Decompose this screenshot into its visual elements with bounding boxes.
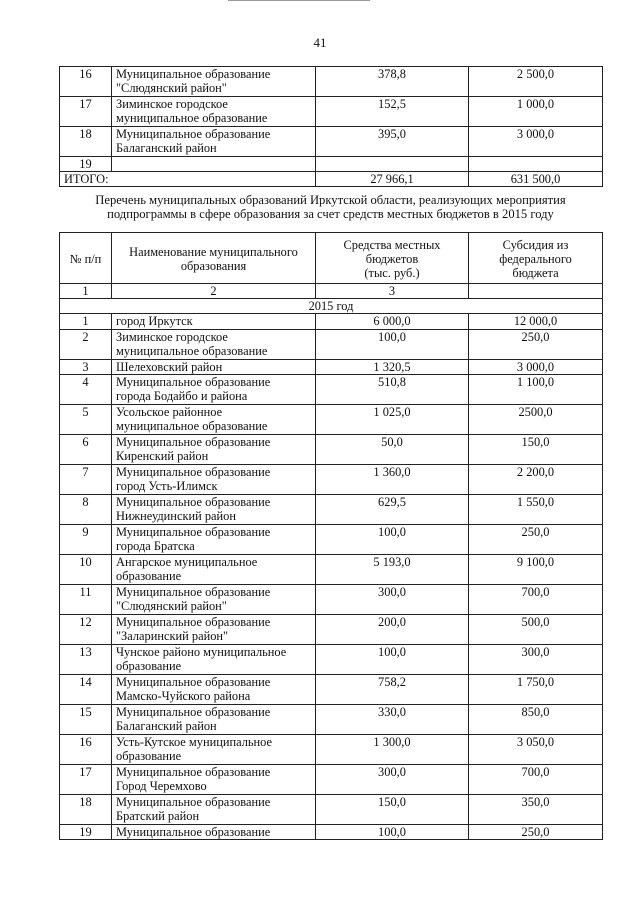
header-row	[60, 233, 603, 284]
header-subsidy-line: бюджета	[512, 266, 559, 281]
org-name-line: Муниципальное образование	[116, 704, 271, 719]
table-row	[60, 674, 603, 704]
org-name-line: Зиминское городское	[116, 329, 228, 344]
total-row	[60, 172, 603, 187]
total-label: ИТОГО:	[60, 172, 316, 187]
org-name-line: Муниципальное образование	[116, 524, 271, 539]
table-row	[60, 67, 603, 97]
org-name-line: Муниципальное образование	[116, 494, 271, 509]
org-name-line: города Бодайбо и района	[116, 389, 248, 404]
org-name-cell	[112, 734, 316, 764]
header-local	[316, 233, 469, 284]
table-row	[60, 359, 603, 374]
header-subsidy-line: федерального	[499, 251, 572, 266]
local-budget-value: 152,5	[316, 97, 469, 127]
row-number: 11	[60, 584, 112, 614]
org-name-line: "Слюдянский район"	[116, 599, 227, 614]
subsidy-value: 500,0	[469, 614, 603, 644]
org-name-line: Братский район	[116, 809, 200, 824]
org-name-line: Муниципальное образование	[116, 374, 271, 389]
table-row	[60, 554, 603, 584]
table-row	[60, 644, 603, 674]
org-name-line: образование	[116, 569, 182, 584]
org-name-line: Муниципальное образование	[116, 67, 271, 81]
org-name-line: Муниципальное образование	[116, 824, 271, 839]
table-row	[60, 524, 603, 554]
table-row	[60, 157, 603, 172]
row-number: 17	[60, 97, 112, 127]
subsidy-value: 9 100,0	[469, 554, 603, 584]
subsidy-value: 300,0	[469, 644, 603, 674]
org-name-line: Муниципальное образование	[116, 434, 271, 449]
index-cell: 3	[316, 284, 469, 299]
row-number: 5	[60, 404, 112, 434]
top-rule	[228, 0, 370, 1]
org-name-line: Ангарское муниципальное	[116, 554, 258, 569]
subsidy-value: 3 000,0	[469, 127, 603, 157]
table-row	[60, 494, 603, 524]
header-n: № п/п	[60, 233, 112, 284]
row-number: 18	[60, 794, 112, 824]
org-name-line: Киренский район	[116, 449, 209, 464]
row-number: 10	[60, 554, 112, 584]
row-number: 16	[60, 734, 112, 764]
org-name-cell	[112, 524, 316, 554]
row-number: 7	[60, 464, 112, 494]
subsidy-value	[469, 157, 603, 172]
header-local-line: бюджетов	[365, 251, 419, 266]
org-name-line: Город Черемхово	[116, 779, 207, 794]
local-budget-value	[316, 157, 469, 172]
org-name-line: Чунское районо муниципальное	[116, 644, 287, 659]
row-number: 17	[60, 764, 112, 794]
table-row	[60, 704, 603, 734]
row-number: 18	[60, 127, 112, 157]
table-row	[60, 434, 603, 464]
org-name-cell	[112, 824, 316, 839]
index-row	[60, 284, 603, 299]
subsidy-value: 1 750,0	[469, 674, 603, 704]
row-number: 6	[60, 434, 112, 464]
subsidy-value: 1 000,0	[469, 97, 603, 127]
subsidy-value: 2500,0	[469, 404, 603, 434]
org-name-line: Балаганский район	[116, 719, 217, 734]
index-cell	[469, 284, 603, 299]
subsidy-value: 350,0	[469, 794, 603, 824]
table-row	[60, 794, 603, 824]
org-name-line: образование	[116, 749, 182, 764]
row-number: 2	[60, 329, 112, 359]
subsidy-value: 250,0	[469, 524, 603, 554]
total-subsidy: 631 500,0	[469, 172, 603, 187]
org-name-cell	[112, 554, 316, 584]
table-row	[60, 314, 603, 329]
table-row	[60, 464, 603, 494]
local-budget-value: 510,8	[316, 374, 469, 404]
org-name-cell	[112, 464, 316, 494]
table-row	[60, 404, 603, 434]
local-budget-value: 629,5	[316, 494, 469, 524]
table-row	[60, 824, 603, 839]
subsidy-value: 700,0	[469, 764, 603, 794]
org-name-cell	[112, 674, 316, 704]
row-number: 13	[60, 644, 112, 674]
org-name-line: муниципальное образование	[116, 419, 268, 434]
page-number: 41	[313, 35, 327, 50]
org-name-line: Муниципальное образование	[116, 674, 271, 689]
header-name	[112, 233, 316, 284]
local-budget-value: 150,0	[316, 794, 469, 824]
subsidy-value: 850,0	[469, 704, 603, 734]
row-number: 12	[60, 614, 112, 644]
org-name-cell	[112, 157, 316, 172]
row-number: 1	[60, 314, 112, 329]
table-row	[60, 614, 603, 644]
index-cell: 1	[60, 284, 112, 299]
row-number: 19	[60, 824, 112, 839]
org-name-line: Муниципальное образование	[116, 794, 271, 809]
total-local: 27 966,1	[316, 172, 469, 187]
local-budget-value: 5 193,0	[316, 554, 469, 584]
org-name-cell	[112, 764, 316, 794]
local-budget-value: 300,0	[316, 764, 469, 794]
org-name-line: Мамско-Чуйского района	[116, 689, 251, 704]
local-budget-value: 758,2	[316, 674, 469, 704]
subsidy-value: 250,0	[469, 824, 603, 839]
org-name-cell	[112, 127, 316, 157]
subsidy-value: 2 500,0	[469, 67, 603, 97]
local-budget-value: 6 000,0	[316, 314, 469, 329]
org-name-cell	[112, 644, 316, 674]
heading-line: подпрограммы в сфере образования за счет средств местных бюджетов в 2015 году	[107, 207, 554, 221]
org-name-line: Муниципальное образование	[116, 614, 271, 629]
row-number: 14	[60, 674, 112, 704]
org-name-line: образование	[116, 659, 182, 674]
header-local-line: (тыс. руб.)	[364, 266, 420, 281]
org-name-line: города Братска	[116, 539, 195, 554]
subsidy-value: 250,0	[469, 329, 603, 359]
local-budget-value: 100,0	[316, 329, 469, 359]
org-name-line: Муниципальное образование	[116, 127, 271, 141]
year-row	[60, 299, 603, 314]
org-name-cell	[112, 704, 316, 734]
subsidy-value: 3 050,0	[469, 734, 603, 764]
table-row	[60, 329, 603, 359]
row-number: 9	[60, 524, 112, 554]
org-name-line: Зиминское городское	[116, 97, 228, 111]
org-name-line: Усольское районное	[116, 404, 223, 419]
org-name-line: "Заларинский район"	[116, 629, 229, 644]
org-name-line: Муниципальное образование	[116, 584, 271, 599]
org-name-line: "Слюдянский район"	[116, 81, 227, 96]
subsidy-value: 12 000,0	[469, 314, 603, 329]
local-budget-value: 300,0	[316, 584, 469, 614]
org-name-cell	[112, 404, 316, 434]
org-name-line: муниципальное образование	[116, 343, 268, 358]
local-budget-value: 1 300,0	[316, 734, 469, 764]
header-subsidy	[469, 233, 603, 284]
local-budget-value: 200,0	[316, 614, 469, 644]
org-name-line: Нижнеудинский район	[116, 509, 236, 524]
org-name-cell	[112, 434, 316, 464]
org-name-cell	[112, 97, 316, 127]
table-row	[60, 584, 603, 614]
subsidy-value: 700,0	[469, 584, 603, 614]
org-name-cell	[112, 614, 316, 644]
org-name-line: Балаганский район	[116, 141, 217, 156]
header-name-line: Наименование муниципального	[129, 244, 298, 259]
org-name-line: Шелеховский район	[116, 359, 223, 374]
org-name-line: Усть-Кутское муниципальное	[116, 734, 273, 749]
section-heading	[59, 193, 602, 221]
local-budget-value: 395,0	[316, 127, 469, 157]
org-name-cell	[112, 794, 316, 824]
table-row	[60, 127, 603, 157]
subsidy-value: 1 550,0	[469, 494, 603, 524]
org-name-line: Муниципальное образование	[116, 464, 271, 479]
org-name-cell	[112, 67, 316, 97]
row-number: 15	[60, 704, 112, 734]
org-name-cell	[112, 494, 316, 524]
org-name-cell	[112, 329, 316, 359]
org-name-cell	[112, 374, 316, 404]
org-name-cell	[112, 584, 316, 614]
org-name-line: город Усть-Илимск	[116, 479, 218, 494]
row-number: 3	[60, 359, 112, 374]
local-budget-value: 100,0	[316, 644, 469, 674]
heading-line: Перечень муниципальных образований Иркутской области, реализующих мероприятия	[95, 193, 566, 207]
org-name-cell	[112, 314, 316, 329]
row-number: 4	[60, 374, 112, 404]
row-number: 16	[60, 67, 112, 97]
local-budget-value: 330,0	[316, 704, 469, 734]
table-row	[60, 97, 603, 127]
header-local-line: Средства местных	[343, 237, 441, 252]
local-budget-value: 100,0	[316, 824, 469, 839]
subsidy-value: 1 100,0	[469, 374, 603, 404]
local-budget-value: 378,8	[316, 67, 469, 97]
subsidy-value: 2 200,0	[469, 464, 603, 494]
year-label: 2015 год	[60, 299, 603, 314]
org-name-cell	[112, 359, 316, 374]
subsidy-value: 3 000,0	[469, 359, 603, 374]
table-row	[60, 764, 603, 794]
local-budget-value: 50,0	[316, 434, 469, 464]
org-name-line: муниципальное образование	[116, 111, 268, 126]
local-budget-value: 100,0	[316, 524, 469, 554]
subsidy-value: 150,0	[469, 434, 603, 464]
header-name-line: образования	[180, 259, 247, 273]
row-number: 8	[60, 494, 112, 524]
local-budget-value: 1 320,5	[316, 359, 469, 374]
org-name-line: город Иркутск	[116, 314, 193, 329]
local-budget-value: 1 025,0	[316, 404, 469, 434]
org-name-line: Муниципальное образование	[116, 764, 271, 779]
local-budget-value: 1 360,0	[316, 464, 469, 494]
table-row	[60, 374, 603, 404]
header-subsidy-line: Субсидия из	[502, 237, 569, 252]
table-row	[60, 734, 603, 764]
index-cell: 2	[112, 284, 316, 299]
main-table	[59, 232, 603, 840]
row-number: 19	[60, 157, 112, 172]
top-table	[59, 66, 603, 187]
